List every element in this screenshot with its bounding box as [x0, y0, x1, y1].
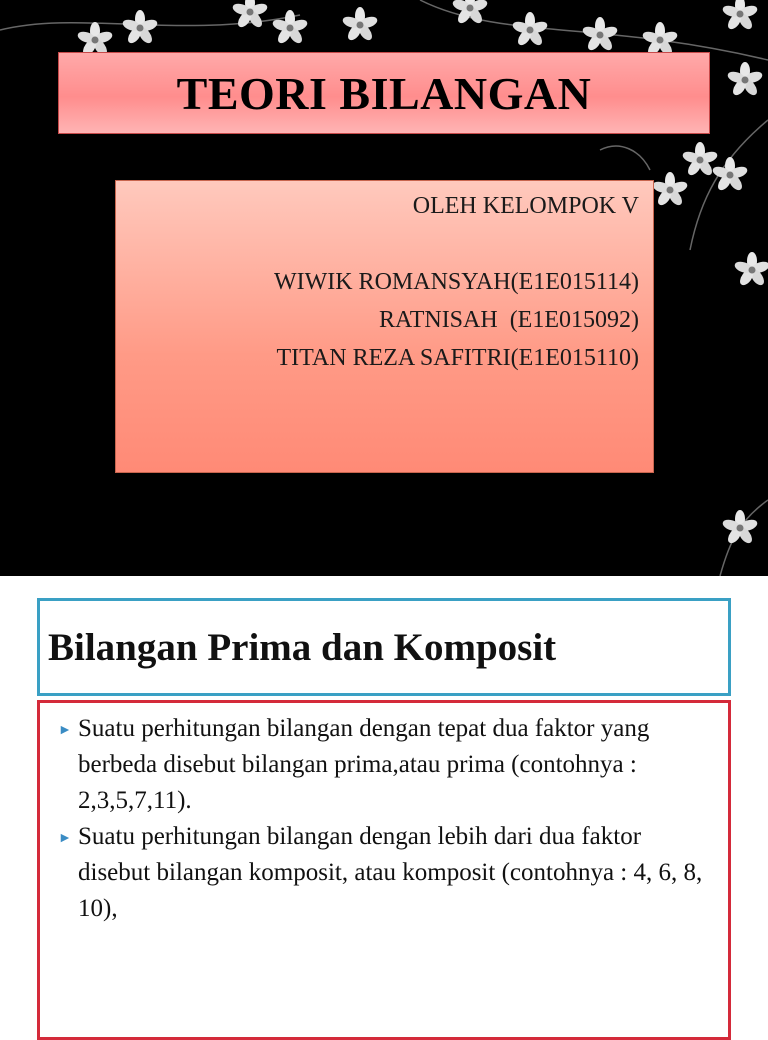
spacer: [116, 225, 639, 263]
triangle-bullet-icon: ►: [58, 831, 72, 846]
member-name: TITAN REZA SAFITRI(E1E015110): [276, 345, 639, 371]
bullet-text: Suatu perhitungan bilangan dengan tepat dua faktor yang berbeda disebut bilangan prima,atau prima (contohnya : 2,3,5,7,11).: [78, 715, 650, 814]
author-box: [115, 180, 654, 473]
slide-heading: Bilangan Prima dan Komposit: [48, 625, 557, 669]
title-box: [58, 52, 710, 134]
list-item: [58, 711, 712, 819]
triangle-bullet-icon: ►: [58, 723, 72, 738]
content-slide: [0, 576, 768, 1024]
content-box: [37, 700, 731, 1040]
list-item: [58, 819, 712, 927]
member-name: RATNISAH (E1E015092): [379, 307, 639, 333]
member-name: WIWIK ROMANSYAH(E1E015114): [273, 269, 639, 295]
group-label: OLEH KELOMPOK V: [412, 193, 639, 219]
heading-box: [37, 598, 731, 696]
bullet-text: Suatu perhitungan bilangan dengan lebih dari dua faktor disebut bilangan komposit, atau komposit (contohnya : 4, 6, 8, 10),: [78, 823, 703, 922]
slide-title: TEORI BILANGAN: [176, 67, 592, 119]
